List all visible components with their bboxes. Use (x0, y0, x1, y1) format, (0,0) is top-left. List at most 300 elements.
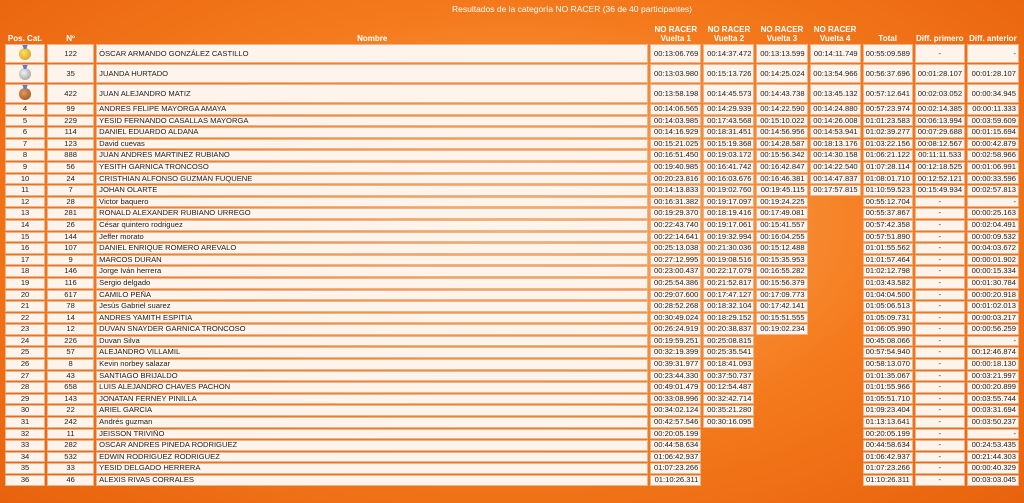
pos-cell: 34 (5, 452, 45, 463)
pos-cell: 26 (5, 359, 45, 370)
lap-2-time-cell: 00:25:08.815 (703, 336, 754, 347)
table-row[interactable] (5, 429, 1019, 440)
table-row[interactable] (5, 452, 1019, 463)
total-time-cell: 01:07:28.114 (863, 162, 913, 173)
lap-2-time-cell: 00:19:17.097 (703, 197, 754, 208)
lap-4-time-cell: 00:14:11.749 (810, 44, 861, 63)
rider-name-cell: JUAN ANDRES MARTINEZ RUBIANO (96, 150, 648, 161)
lap-1-time-cell: 00:28:52.268 (650, 301, 701, 312)
lap-2-time-cell: 00:17:47.127 (703, 290, 754, 301)
diff-first-cell: 00:15:49.934 (915, 185, 965, 196)
table-row[interactable] (5, 44, 1019, 63)
lap-1-time-cell: 00:32:19.399 (650, 347, 701, 358)
lap-4-time-cell: 00:18:13.176 (810, 139, 861, 150)
lap-3-time-cell (756, 452, 807, 463)
lap-4-time-cell (810, 243, 861, 254)
lap-3-time-cell: 00:13:13.599 (756, 44, 807, 63)
diff-previous-cell: 00:03:55.744 (967, 394, 1019, 405)
table-row[interactable] (5, 64, 1019, 83)
pos-cell: 35 (5, 463, 45, 474)
total-time-cell: 00:20:05.199 (863, 429, 913, 440)
bib-number-cell: 888 (47, 150, 94, 161)
diff-first-cell: - (915, 463, 965, 474)
lap-4-time-cell: 00:14:24.880 (810, 104, 861, 115)
lap-4-time-cell: 00:13:54.966 (810, 64, 861, 83)
lap-4-time-cell (810, 452, 861, 463)
rider-name-cell: JOHAN OLARTE (96, 185, 648, 196)
lap-3-time-cell: 00:17:49.081 (756, 208, 807, 219)
total-time-cell: 01:01:35.067 (863, 371, 913, 382)
lap-1-time-cell: 00:33:08.996 (650, 394, 701, 405)
lap-4-time-cell: 00:13:45.132 (810, 84, 861, 103)
diff-previous-cell: 00:00:42.879 (967, 139, 1019, 150)
rider-name-cell: Jeffer morato (96, 232, 648, 243)
total-time-cell: 01:06:21.122 (863, 150, 913, 161)
lap-1-time-cell: 00:20:23.816 (650, 174, 701, 185)
diff-first-cell: 00:07:29.688 (915, 127, 965, 138)
table-row[interactable] (5, 278, 1019, 289)
lap-2-time-cell: 00:32:42.714 (703, 394, 754, 405)
total-time-cell: 01:08:01.710 (863, 174, 913, 185)
diff-previous-cell: 00:00:20.918 (967, 290, 1019, 301)
total-time-cell: 01:01:55.966 (863, 382, 913, 393)
lap-4-time-cell (810, 429, 861, 440)
lap-2-time-cell: 00:12:54.487 (703, 382, 754, 393)
lap-2-time-cell: 00:16:41.742 (703, 162, 754, 173)
rider-name-cell: MARCOS DURAN (96, 255, 648, 266)
total-time-cell: 00:55:09.589 (863, 44, 913, 63)
lap-2-time-cell: 00:18:31.451 (703, 127, 754, 138)
bib-number-cell: 282 (47, 440, 94, 451)
lap-4-time-cell (810, 394, 861, 405)
rider-name-cell: LUIS ALEJANDRO CHAVES PACHON (96, 382, 648, 393)
rider-name-cell: DANIEL EDUARDO ALDANA (96, 127, 648, 138)
bib-number-cell: 56 (47, 162, 94, 173)
lap-3-time-cell: 00:19:02.234 (756, 324, 807, 335)
lap-2-time-cell: 00:18:29.152 (703, 313, 754, 324)
diff-previous-cell: 00:00:18.130 (967, 359, 1019, 370)
lap-3-time-cell (756, 475, 807, 486)
bib-number-cell: 422 (47, 84, 94, 103)
lap-3-time-cell: 00:16:46.381 (756, 174, 807, 185)
diff-previous-cell: 00:00:11.333 (967, 104, 1019, 115)
total-time-cell: 01:06:05.990 (863, 324, 913, 335)
pos-cell: 15 (5, 232, 45, 243)
lap-1-time-cell: 00:19:40.985 (650, 162, 701, 173)
table-row[interactable] (5, 336, 1019, 347)
bib-number-cell: 281 (47, 208, 94, 219)
diff-first-cell: - (915, 324, 965, 335)
diff-first-cell: - (915, 405, 965, 416)
rider-name-cell: Sergio delgado (96, 278, 648, 289)
lap-1-time-cell: 00:16:51.450 (650, 150, 701, 161)
diff-previous-cell: 00:03:59.609 (967, 116, 1019, 127)
lap-1-time-cell: 00:13:58.198 (650, 84, 701, 103)
diff-first-cell: 00:08:12.567 (915, 139, 965, 150)
lap-1-time-cell: 01:07:23.266 (650, 463, 701, 474)
table-row[interactable] (5, 243, 1019, 254)
lap-3-time-cell: 00:14:56.956 (756, 127, 807, 138)
lap-2-time-cell: 00:22:17.079 (703, 266, 754, 277)
header-lap-4[interactable]: NO RACER Vuelta 4 (813, 25, 857, 43)
rider-name-cell: CAMILO PEÑA (96, 290, 648, 301)
lap-2-time-cell: 00:18:32.104 (703, 301, 754, 312)
lap-4-time-cell (810, 290, 861, 301)
rider-name-cell: Jesús Gabriel suarez (96, 301, 648, 312)
diff-previous-cell: 00:03:21.997 (967, 371, 1019, 382)
lap-3-time-cell: 00:15:35.953 (756, 255, 807, 266)
table-row[interactable] (5, 301, 1019, 312)
bib-number-cell: 122 (47, 44, 94, 63)
header-name[interactable]: Nombre (357, 34, 388, 43)
diff-previous-cell: 00:00:01.902 (967, 255, 1019, 266)
lap-3-time-cell (756, 463, 807, 474)
table-row[interactable] (5, 84, 1019, 103)
total-time-cell: 01:05:09.731 (863, 313, 913, 324)
lap-3-time-cell: 00:14:43.738 (756, 84, 807, 103)
lap-4-time-cell (810, 382, 861, 393)
diff-first-cell: - (915, 429, 965, 440)
lap-3-time-cell: 00:15:41.557 (756, 220, 807, 231)
diff-previous-cell: 00:03:50.237 (967, 417, 1019, 428)
pos-cell: 5 (5, 116, 45, 127)
table-row[interactable] (5, 150, 1019, 161)
table-row[interactable] (5, 371, 1019, 382)
bib-number-cell: 658 (47, 382, 94, 393)
header-total[interactable]: Total (878, 34, 897, 43)
results-panel (3, 4, 1021, 487)
diff-first-cell: - (915, 452, 965, 463)
pos-cell: 11 (5, 185, 45, 196)
lap-1-time-cell: 01:10:26.311 (650, 475, 701, 486)
lap-1-time-cell: 01:06:42.937 (650, 452, 701, 463)
lap-1-time-cell: 00:14:03.985 (650, 116, 701, 127)
diff-previous-cell: - (967, 197, 1019, 208)
bib-number-cell: 116 (47, 278, 94, 289)
bib-number-cell: 144 (47, 232, 94, 243)
diff-previous-cell: 00:01:15.694 (967, 127, 1019, 138)
lap-4-time-cell (810, 197, 861, 208)
lap-4-time-cell (810, 232, 861, 243)
lap-1-time-cell: 00:29:07.600 (650, 290, 701, 301)
diff-first-cell: - (915, 394, 965, 405)
diff-previous-cell: 00:01:28.107 (967, 64, 1019, 83)
table-row[interactable] (5, 463, 1019, 474)
table-row[interactable] (5, 394, 1019, 405)
lap-4-time-cell (810, 336, 861, 347)
diff-previous-cell: 00:00:25.163 (967, 208, 1019, 219)
lap-1-time-cell: 00:25:13.038 (650, 243, 701, 254)
lap-4-time-cell (810, 347, 861, 358)
table-row[interactable] (5, 440, 1019, 451)
table-row[interactable] (5, 417, 1019, 428)
lap-2-time-cell: 00:35:21.280 (703, 405, 754, 416)
rider-name-cell: Duvan Silva (96, 336, 648, 347)
table-row[interactable] (5, 162, 1019, 173)
table-row[interactable] (5, 127, 1019, 138)
rider-name-cell: SANTIAGO BRIJALDO (96, 371, 648, 382)
table-row[interactable] (5, 313, 1019, 324)
table-row[interactable] (5, 290, 1019, 301)
lap-2-time-cell (703, 475, 754, 486)
lap-3-time-cell: 00:17:09.773 (756, 290, 807, 301)
lap-2-time-cell: 00:19:08.516 (703, 255, 754, 266)
diff-previous-cell: 00:12:46.874 (967, 347, 1019, 358)
lap-2-time-cell: 00:18:41.093 (703, 359, 754, 370)
diff-first-cell: - (915, 347, 965, 358)
lap-2-time-cell: 00:19:02.760 (703, 185, 754, 196)
header-number[interactable]: Nº (66, 34, 75, 43)
pos-cell: 6 (5, 127, 45, 138)
bib-number-cell: 7 (47, 185, 94, 196)
table-row[interactable] (5, 139, 1019, 150)
rider-name-cell: OSCAR ANDRES PINEDA RODRIGUEZ (96, 440, 648, 451)
diff-first-cell: - (915, 232, 965, 243)
total-time-cell: 00:58:13.070 (863, 359, 913, 370)
bronze-medal-icon (19, 88, 31, 100)
lap-2-time-cell: 00:19:32.994 (703, 232, 754, 243)
lap-2-time-cell: 00:20:38.837 (703, 324, 754, 335)
pos-cell: 14 (5, 220, 45, 231)
rider-name-cell: DUVAN SNAYDER GARNICA TRONCOSO (96, 324, 648, 335)
lap-3-time-cell: 00:16:55.282 (756, 266, 807, 277)
rider-name-cell: ÓSCAR ARMANDO GONZÁLEZ CASTILLO (96, 44, 648, 63)
diff-first-cell: - (915, 243, 965, 254)
bib-number-cell: 22 (47, 405, 94, 416)
pos-cell: 4 (5, 104, 45, 115)
lap-3-time-cell: 00:19:24.225 (756, 197, 807, 208)
pos-cell: 31 (5, 417, 45, 428)
rider-name-cell: Jorge Iván herrera (96, 266, 648, 277)
rider-name-cell: JUAN ALEJANDRO MATIZ (96, 84, 648, 103)
lap-3-time-cell (756, 417, 807, 428)
lap-1-time-cell: 00:20:05.199 (650, 429, 701, 440)
diff-previous-cell: 00:01:30.784 (967, 278, 1019, 289)
diff-previous-cell: - (967, 336, 1019, 347)
rider-name-cell: ANDRES YAMITH ESPITIA (96, 313, 648, 324)
diff-first-cell: - (915, 475, 965, 486)
total-time-cell: 01:09:23.404 (863, 405, 913, 416)
gold-medal-icon (19, 48, 31, 60)
diff-first-cell: - (915, 382, 965, 393)
header-diff-previous[interactable]: Diff. anterior (969, 34, 1017, 43)
diff-first-cell: - (915, 197, 965, 208)
diff-previous-cell: 00:24:53.435 (967, 440, 1019, 451)
bib-number-cell: 35 (47, 64, 94, 83)
bib-number-cell: 229 (47, 116, 94, 127)
header-lap-3[interactable]: NO RACER Vuelta 3 (760, 25, 804, 43)
lap-3-time-cell: 00:14:22.590 (756, 104, 807, 115)
results-table (3, 15, 1021, 487)
lap-1-time-cell: 00:39:31.977 (650, 359, 701, 370)
table-row[interactable] (5, 266, 1019, 277)
lap-1-time-cell: 00:14:13.833 (650, 185, 701, 196)
lap-4-time-cell (810, 313, 861, 324)
table-row[interactable] (5, 208, 1019, 219)
rider-name-cell: RONALD ALEXANDER RUBIANO URREGO (96, 208, 648, 219)
lap-1-time-cell: 00:25:54.386 (650, 278, 701, 289)
diff-first-cell: 00:01:28.107 (915, 64, 965, 83)
bib-number-cell: 28 (47, 197, 94, 208)
lap-4-time-cell: 00:14:22.540 (810, 162, 861, 173)
lap-1-time-cell: 00:19:29.370 (650, 208, 701, 219)
header-lap-2[interactable]: NO RACER Vuelta 2 (707, 25, 751, 43)
rider-name-cell: Kevin norbey salazar (96, 359, 648, 370)
lap-3-time-cell (756, 371, 807, 382)
diff-previous-cell: - (967, 429, 1019, 440)
bib-number-cell: 46 (47, 475, 94, 486)
lap-2-time-cell (703, 452, 754, 463)
diff-previous-cell: 00:02:58.966 (967, 150, 1019, 161)
lap-1-time-cell: 00:13:03.980 (650, 64, 701, 83)
lap-1-time-cell: 00:49:01.479 (650, 382, 701, 393)
pos-cell: 23 (5, 324, 45, 335)
bib-number-cell: 12 (47, 324, 94, 335)
pos-cell: 10 (5, 174, 45, 185)
table-row[interactable] (5, 197, 1019, 208)
diff-first-cell: - (915, 208, 965, 219)
lap-2-time-cell (703, 429, 754, 440)
diff-first-cell: 00:12:18.525 (915, 162, 965, 173)
diff-first-cell: - (915, 371, 965, 382)
bib-number-cell: 57 (47, 347, 94, 358)
diff-first-cell: - (915, 278, 965, 289)
table-row[interactable] (5, 185, 1019, 196)
pos-cell: 13 (5, 208, 45, 219)
rider-name-cell: David cuevas (96, 139, 648, 150)
total-time-cell: 00:56:37.696 (863, 64, 913, 83)
diff-previous-cell: 00:03:03.045 (967, 475, 1019, 486)
diff-previous-cell: 00:00:33.596 (967, 174, 1019, 185)
pos-cell: 36 (5, 475, 45, 486)
table-row[interactable] (5, 382, 1019, 393)
lap-1-time-cell: 00:42:57.546 (650, 417, 701, 428)
table-row[interactable] (5, 359, 1019, 370)
bib-number-cell: 143 (47, 394, 94, 405)
lap-3-time-cell: 00:19:45.115 (756, 185, 807, 196)
diff-previous-cell: 00:00:40.329 (967, 463, 1019, 474)
lap-3-time-cell: 00:14:28.587 (756, 139, 807, 150)
pos-cell (5, 64, 45, 83)
rider-name-cell: YESITH GARNICA TRONCOSO (96, 162, 648, 173)
lap-3-time-cell: 00:16:42.847 (756, 162, 807, 173)
bib-number-cell: 11 (47, 429, 94, 440)
pos-cell: 30 (5, 405, 45, 416)
bib-number-cell: 242 (47, 417, 94, 428)
total-time-cell: 01:10:59.523 (863, 185, 913, 196)
lap-4-time-cell: 00:14:26.008 (810, 116, 861, 127)
table-row[interactable] (5, 104, 1019, 115)
diff-previous-cell: 00:00:34.945 (967, 84, 1019, 103)
bib-number-cell: 226 (47, 336, 94, 347)
lap-2-time-cell: 00:18:19.416 (703, 208, 754, 219)
lap-4-time-cell: 00:14:47.837 (810, 174, 861, 185)
lap-1-time-cell: 00:13:06.769 (650, 44, 701, 63)
header-diff-first[interactable]: Diff. primero (916, 34, 964, 43)
table-row[interactable] (5, 220, 1019, 231)
diff-previous-cell: 00:00:56.259 (967, 324, 1019, 335)
table-body (5, 44, 1019, 486)
lap-2-time-cell: 00:37:50.737 (703, 371, 754, 382)
lap-4-time-cell (810, 440, 861, 451)
bib-number-cell: 9 (47, 255, 94, 266)
lap-3-time-cell (756, 440, 807, 451)
lap-2-time-cell: 00:14:37.472 (703, 44, 754, 63)
lap-1-time-cell: 00:14:16.929 (650, 127, 701, 138)
diff-first-cell: 00:12:52.121 (915, 174, 965, 185)
diff-previous-cell: 00:01:02.013 (967, 301, 1019, 312)
diff-previous-cell: 00:00:15.334 (967, 266, 1019, 277)
table-row[interactable] (5, 347, 1019, 358)
rider-name-cell: César quintero rodriguez (96, 220, 648, 231)
lap-2-time-cell: 00:14:45.573 (703, 84, 754, 103)
lap-3-time-cell: 00:14:25.024 (756, 64, 807, 83)
rider-name-cell: Andrés guzman (96, 417, 648, 428)
pos-cell: 27 (5, 371, 45, 382)
total-time-cell: 01:02:39.277 (863, 127, 913, 138)
rider-name-cell: JEISSON TRIVIÑO (96, 429, 648, 440)
pos-cell: 29 (5, 394, 45, 405)
lap-2-time-cell (703, 463, 754, 474)
table-row[interactable] (5, 174, 1019, 185)
rider-name-cell: CRISTHIAN ALFONSO GUZMÁN FUQUENE (96, 174, 648, 185)
bib-number-cell: 99 (47, 104, 94, 115)
bib-number-cell: 617 (47, 290, 94, 301)
rider-name-cell: JUANDA HURTADO (96, 64, 648, 83)
table-row[interactable] (5, 255, 1019, 266)
lap-1-time-cell: 00:22:14.641 (650, 232, 701, 243)
pos-cell: 20 (5, 290, 45, 301)
diff-first-cell: - (915, 336, 965, 347)
diff-first-cell: - (915, 266, 965, 277)
table-row[interactable] (5, 405, 1019, 416)
lap-1-time-cell: 00:30:49.024 (650, 313, 701, 324)
header-pos[interactable]: Pos. Cat. (7, 34, 43, 43)
table-row[interactable] (5, 475, 1019, 486)
header-lap-1[interactable]: NO RACER Vuelta 1 (654, 25, 698, 43)
diff-previous-cell: 00:01:06.991 (967, 162, 1019, 173)
lap-4-time-cell (810, 208, 861, 219)
lap-3-time-cell: 00:15:51.555 (756, 313, 807, 324)
diff-previous-cell: 00:21:44.303 (967, 452, 1019, 463)
table-row[interactable] (5, 324, 1019, 335)
diff-first-cell: - (915, 255, 965, 266)
pos-cell: 28 (5, 382, 45, 393)
lap-1-time-cell: 00:27:12.995 (650, 255, 701, 266)
total-time-cell: 00:57:54.940 (863, 347, 913, 358)
total-time-cell: 01:01:55.562 (863, 243, 913, 254)
diff-first-cell: - (915, 301, 965, 312)
total-time-cell: 01:01:23.583 (863, 116, 913, 127)
diff-previous-cell: 00:02:57.813 (967, 185, 1019, 196)
table-row[interactable] (5, 232, 1019, 243)
total-time-cell: 01:03:22.156 (863, 139, 913, 150)
total-time-cell: 01:01:57.464 (863, 255, 913, 266)
table-row[interactable] (5, 116, 1019, 127)
total-time-cell: 00:57:23.974 (863, 104, 913, 115)
diff-previous-cell: 00:00:09.532 (967, 232, 1019, 243)
rider-name-cell: ALEJANDRO VILLAMIL (96, 347, 648, 358)
total-time-cell: 01:10:26.311 (863, 475, 913, 486)
total-time-cell: 01:04:04.500 (863, 290, 913, 301)
bib-number-cell: 24 (47, 174, 94, 185)
silver-medal-icon (19, 68, 31, 80)
pos-cell: 8 (5, 150, 45, 161)
bib-number-cell: 114 (47, 127, 94, 138)
lap-4-time-cell: 00:14:53.941 (810, 127, 861, 138)
lap-1-time-cell: 00:23:00.437 (650, 266, 701, 277)
pos-cell (5, 84, 45, 103)
